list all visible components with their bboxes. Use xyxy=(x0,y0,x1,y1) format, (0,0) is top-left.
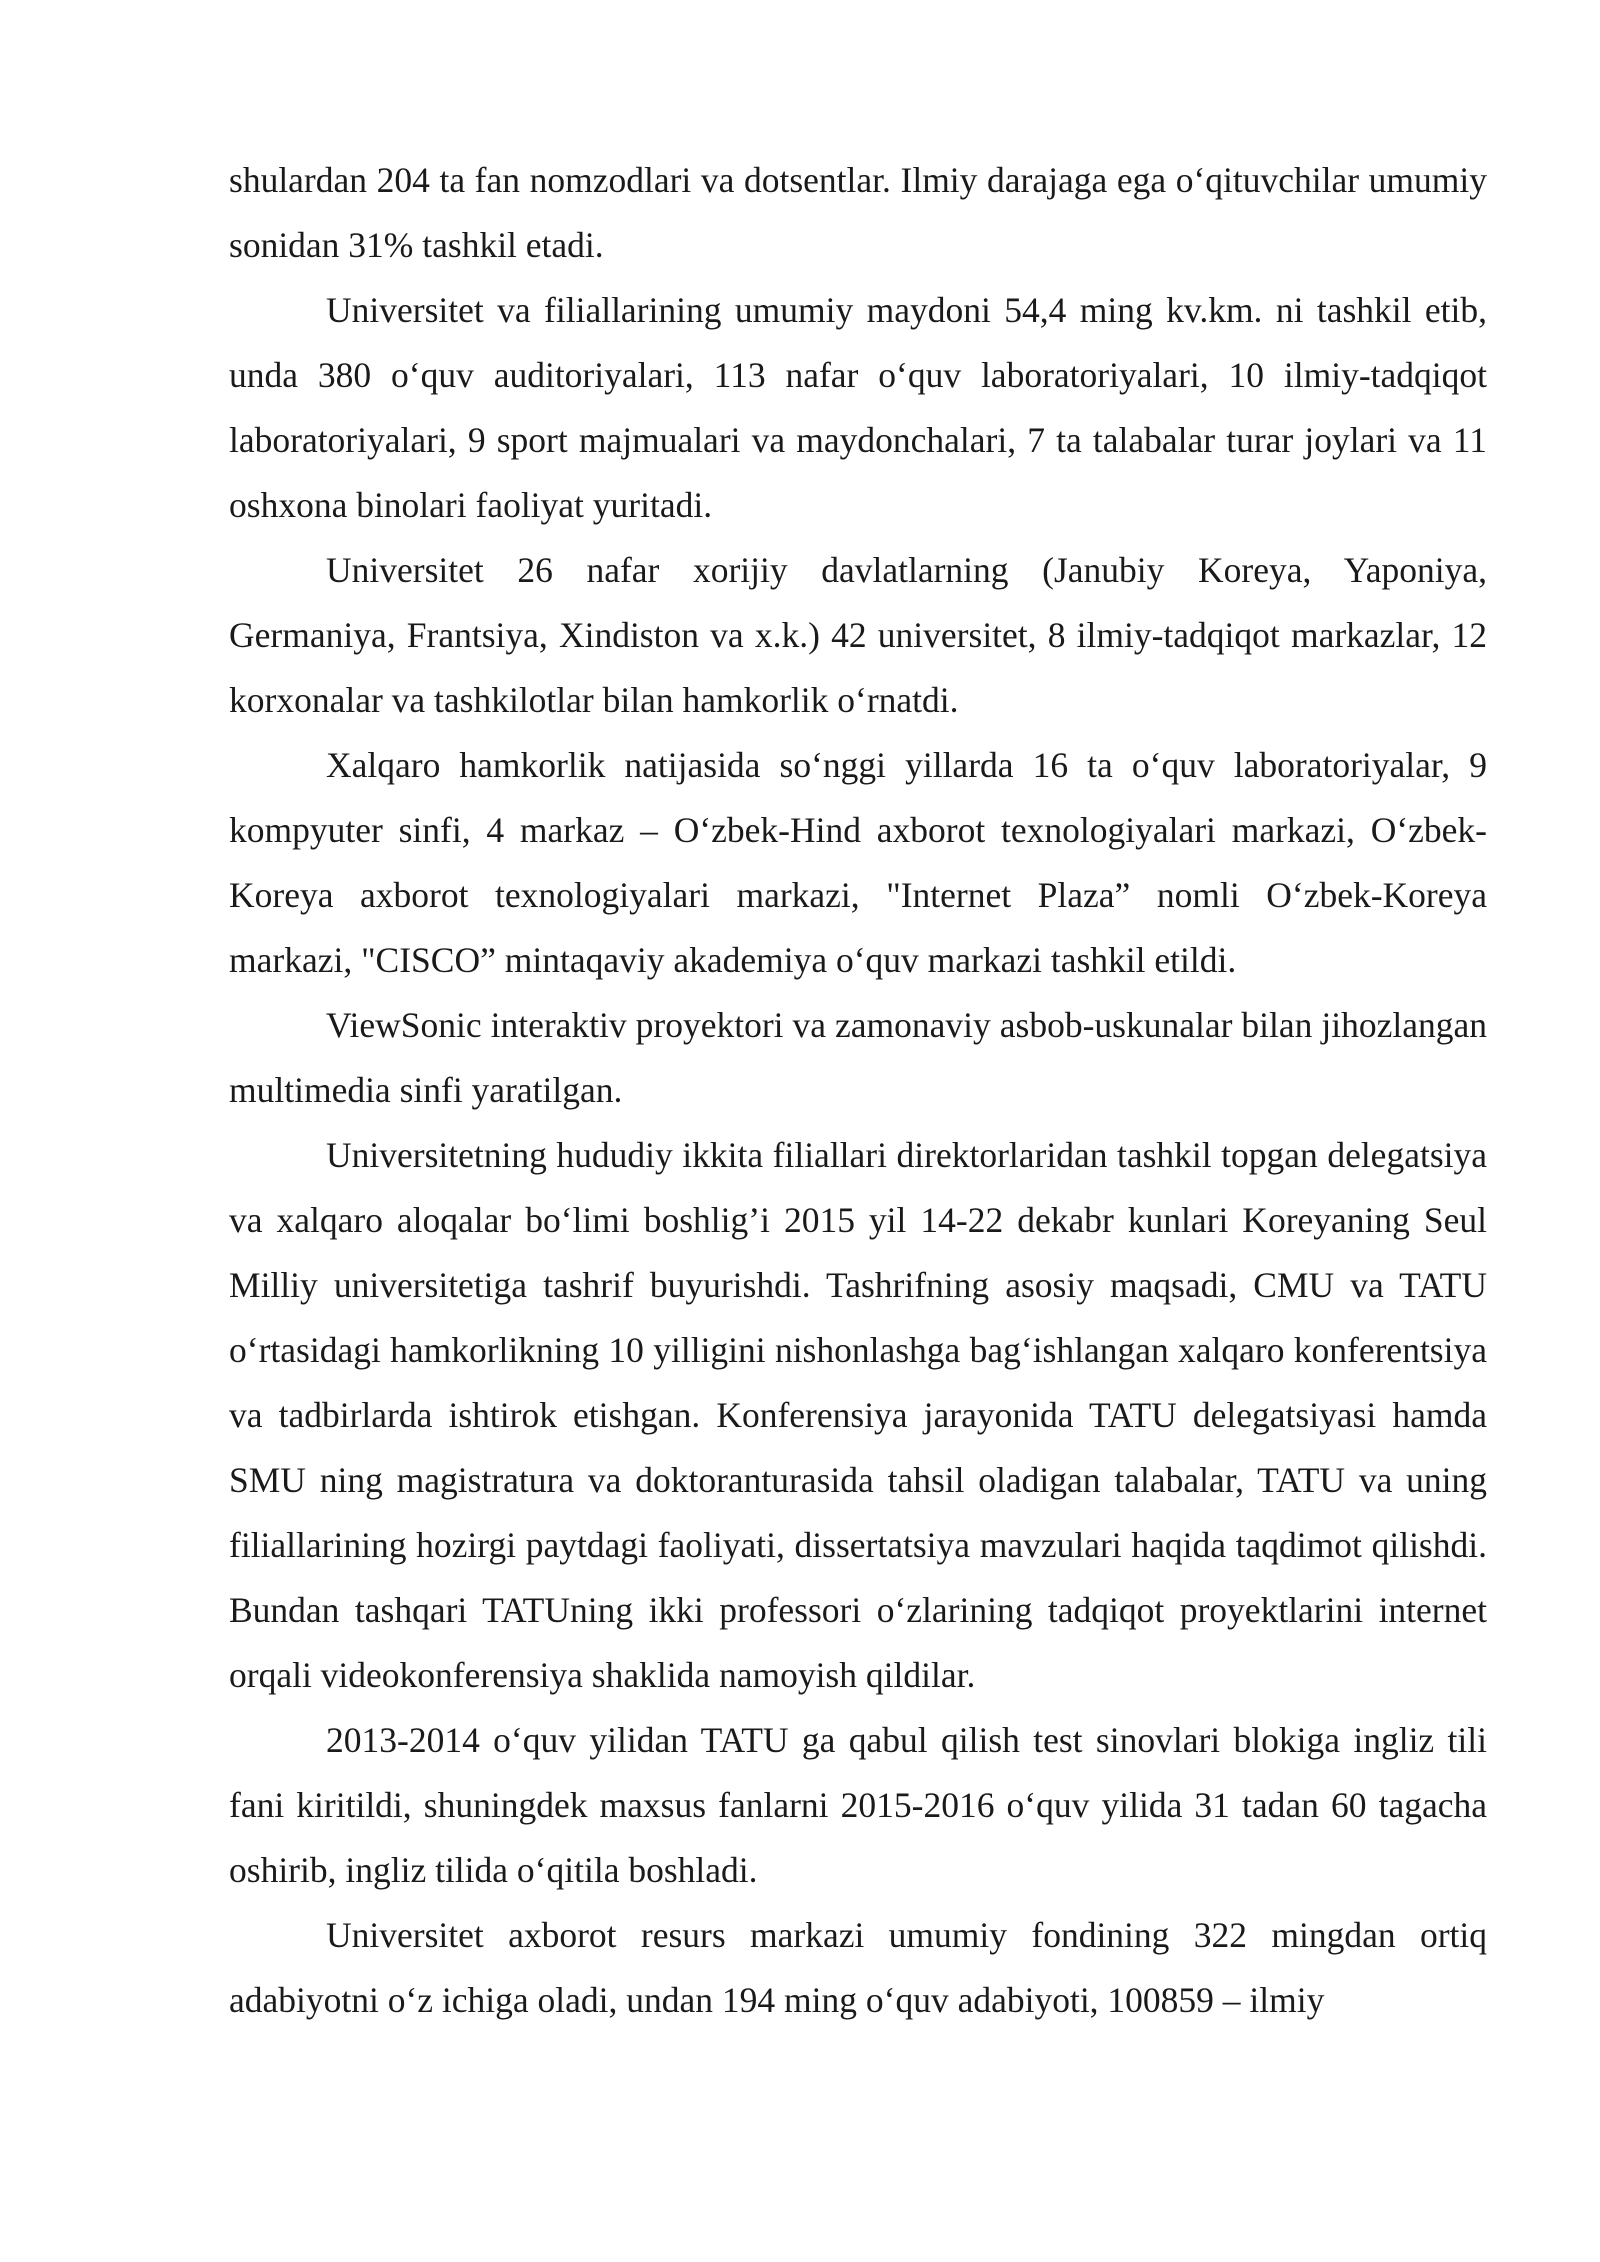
paragraph-7: 2013-2014 o‘quv yilidan TATU ga qabul qilish test sinovlari blokiga ingliz tili fani kiritildi, shuningdek maxsus fanlarni 2015-2016 o‘quv yilida 31 tadan 60 tagacha oshirib, ingliz tilida o‘qitila boshladi. xyxy=(229,1720,1487,1890)
paragraph-1: shulardan 204 ta fan nomzodlari va dotsentlar. Ilmiy darajaga ega o‘qituvchilar umumiy sonidan 31% tashkil etadi. xyxy=(229,160,1487,265)
paragraph-2: Universitet va filiallarining umumiy maydoni 54,4 ming kv.km. ni tashkil etib, unda 380 o‘quv auditoriyalari, 113 nafar o‘quv laboratoriyalari, 10 ilmiy-tadqiqot laboratoriyalari, 9 sport majmualari va maydonchalari, 7 ta talabalar turar joylari va 11 oshxona binolari faoliyat yuritadi. xyxy=(229,290,1487,525)
paragraph-6: Universitetning hududiy ikkita filiallari direktorlaridan tashkil topgan delegatsiya va xalqaro aloqalar bo‘limi boshlig’i 2015 yil 14-22 dekabr kunlari Koreyaning Seul Milliy universitetiga tashrif buyurishdi. Tashrifning asosiy maqsadi, CMU va TATU o‘rtasidagi hamkorlikning 10 yilligini nishonlashga bag‘ishlangan xalqaro konferentsiya va tadbirlarda ishtirok etishgan. Konferensiya jarayonida TATU delegatsiyasi hamda SMU ning magistratura va doktoranturasida tahsil oladigan talabalar, TATU va uning filiallarining hozirgi paytdagi faoliyati, dissertatsiya mavzulari haqida taqdimot qilishdi. Bundan tashqari TATUning ikki professori o‘zlarining tadqiqot proyektlarini internet orqali videokonferensiya shaklida namoyish qildilar. xyxy=(229,1135,1487,1695)
paragraph-4: Xalqaro hamkorlik natijasida so‘nggi yillarda 16 ta o‘quv laboratoriyalar, 9 kompyuter sinfi, 4 markaz – O‘zbek-Hind axborot texnologiyalari markazi, O‘zbek-Koreya axborot texnologiyalari markazi, "Internet Plaza” nomli O‘zbek-Koreya markazi, "CISCO” mintaqaviy akademiya o‘quv markazi tashkil etildi. xyxy=(229,745,1487,980)
paragraph-3: Universitet 26 nafar xorijiy davlatlarning (Janubiy Koreya, Yaponiya, Germaniya, Frantsiya, Xindiston va x.k.) 42 universitet, 8 ilmiy-tadqiqot markazlar, 12 korxonalar va tashkilotlar bilan hamkorlik o‘rnatdi. xyxy=(229,550,1487,720)
paragraph-5: ViewSonic interaktiv proyektori va zamonaviy asbob-uskunalar bilan jihozlangan multimedia sinfi yaratilgan. xyxy=(229,1005,1487,1110)
paragraph-8: Universitet axborot resurs markazi umumiy fondining 322 mingdan ortiq adabiyotni o‘z ichiga oladi, undan 194 ming o‘quv adabiyoti, 100859 – ilmiy xyxy=(229,1915,1487,2020)
body-text xyxy=(229,148,1487,2033)
